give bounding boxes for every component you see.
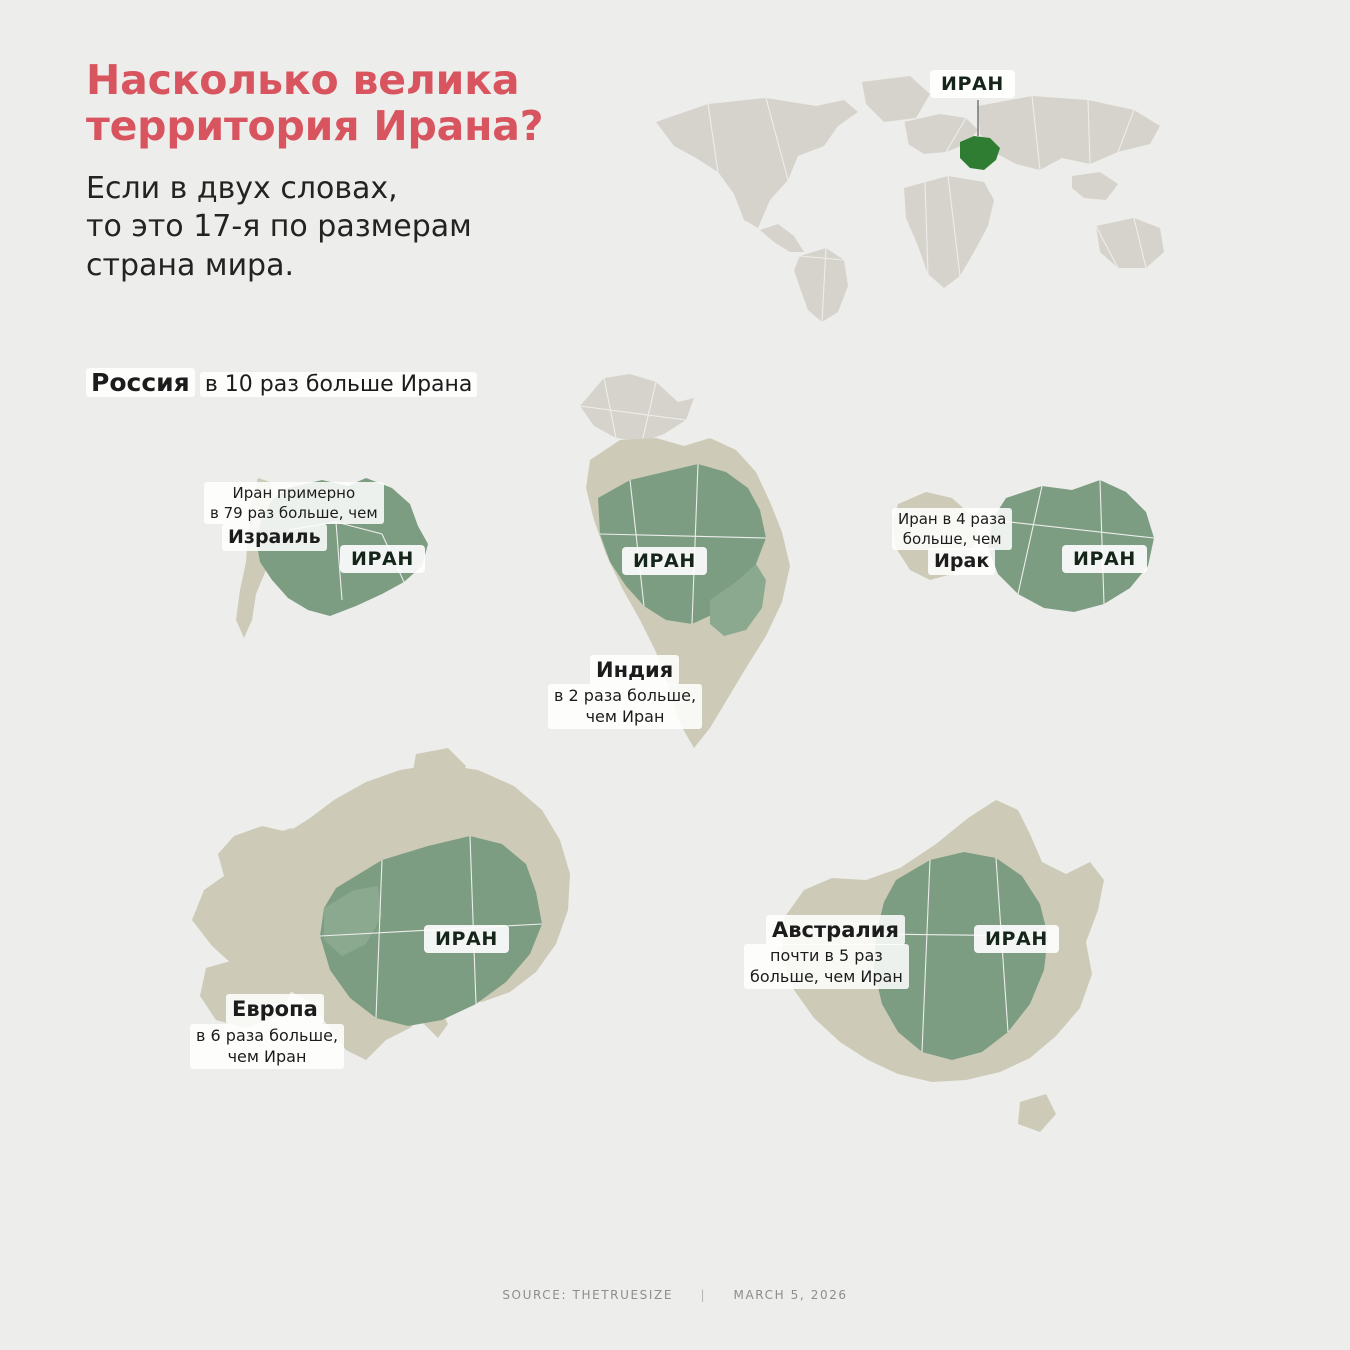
australia-note-line1: почти в 5 раз xyxy=(770,946,883,965)
europe-note-line2: чем Иран xyxy=(227,1047,307,1067)
iraq-note-line2: больше, чем xyxy=(902,530,1002,549)
iraq-note xyxy=(892,508,1012,550)
israel-note-line2: в 79 раз больше, чем xyxy=(210,504,378,523)
iraq-panel-iran-label: ИРАН xyxy=(1062,545,1147,573)
iraq-country-label: Ирак xyxy=(928,548,995,575)
europe-note xyxy=(190,1024,344,1069)
israel-note xyxy=(204,482,384,524)
india-country-label: Индия xyxy=(590,655,679,685)
page-subtitle xyxy=(86,170,606,285)
israel-note-line1: Иран примерно xyxy=(232,484,356,502)
israel-country-label: Израиль xyxy=(222,524,327,551)
page-title: Насколько велика территория Ирана? xyxy=(86,56,544,150)
india-note-line1: в 2 раза больше, xyxy=(554,686,697,705)
india-panel-iran-label: ИРАН xyxy=(622,547,707,575)
page-subtitle-line1: Если в двух словах, xyxy=(86,170,398,206)
europe-country-label: Европа xyxy=(226,994,324,1024)
india-note-line2: чем Иран xyxy=(585,707,665,727)
israel-panel-iran-label: ИРАН xyxy=(340,545,425,573)
footer-date: MARCH 5, 2026 xyxy=(733,1288,848,1302)
tasmania-landmass xyxy=(1018,1094,1056,1132)
world-landmasses xyxy=(656,76,1164,322)
australia-panel-iran-label: ИРАН xyxy=(974,925,1059,953)
world-map-svg xyxy=(648,60,1188,310)
footer-divider: | xyxy=(700,1288,707,1302)
page-subtitle-line2: то это 17-я по размерам xyxy=(86,209,472,245)
iraq-note-line1: Иран в 4 раза xyxy=(898,510,1007,528)
russia-country-label: Россия xyxy=(86,368,195,397)
europe-panel-iran-label: ИРАН xyxy=(424,925,509,953)
header xyxy=(86,58,606,285)
locator-iran-label: ИРАН xyxy=(930,70,1015,98)
page-subtitle-line3: страна мира. xyxy=(86,247,295,283)
india-note xyxy=(548,684,702,729)
footer-source: SOURCE: THETRUESIZE xyxy=(502,1288,674,1302)
australia-note xyxy=(744,944,909,989)
footer xyxy=(0,1288,1350,1302)
russia-description: в 10 раз больше Ирана xyxy=(200,372,478,397)
world-locator-map xyxy=(648,60,1188,310)
australia-note-line2: больше, чем Иран xyxy=(750,967,903,987)
europe-note-line1: в 6 раза больше, xyxy=(196,1026,339,1045)
russia-comparison-block xyxy=(86,368,477,397)
australia-country-label: Австралия xyxy=(766,915,905,945)
